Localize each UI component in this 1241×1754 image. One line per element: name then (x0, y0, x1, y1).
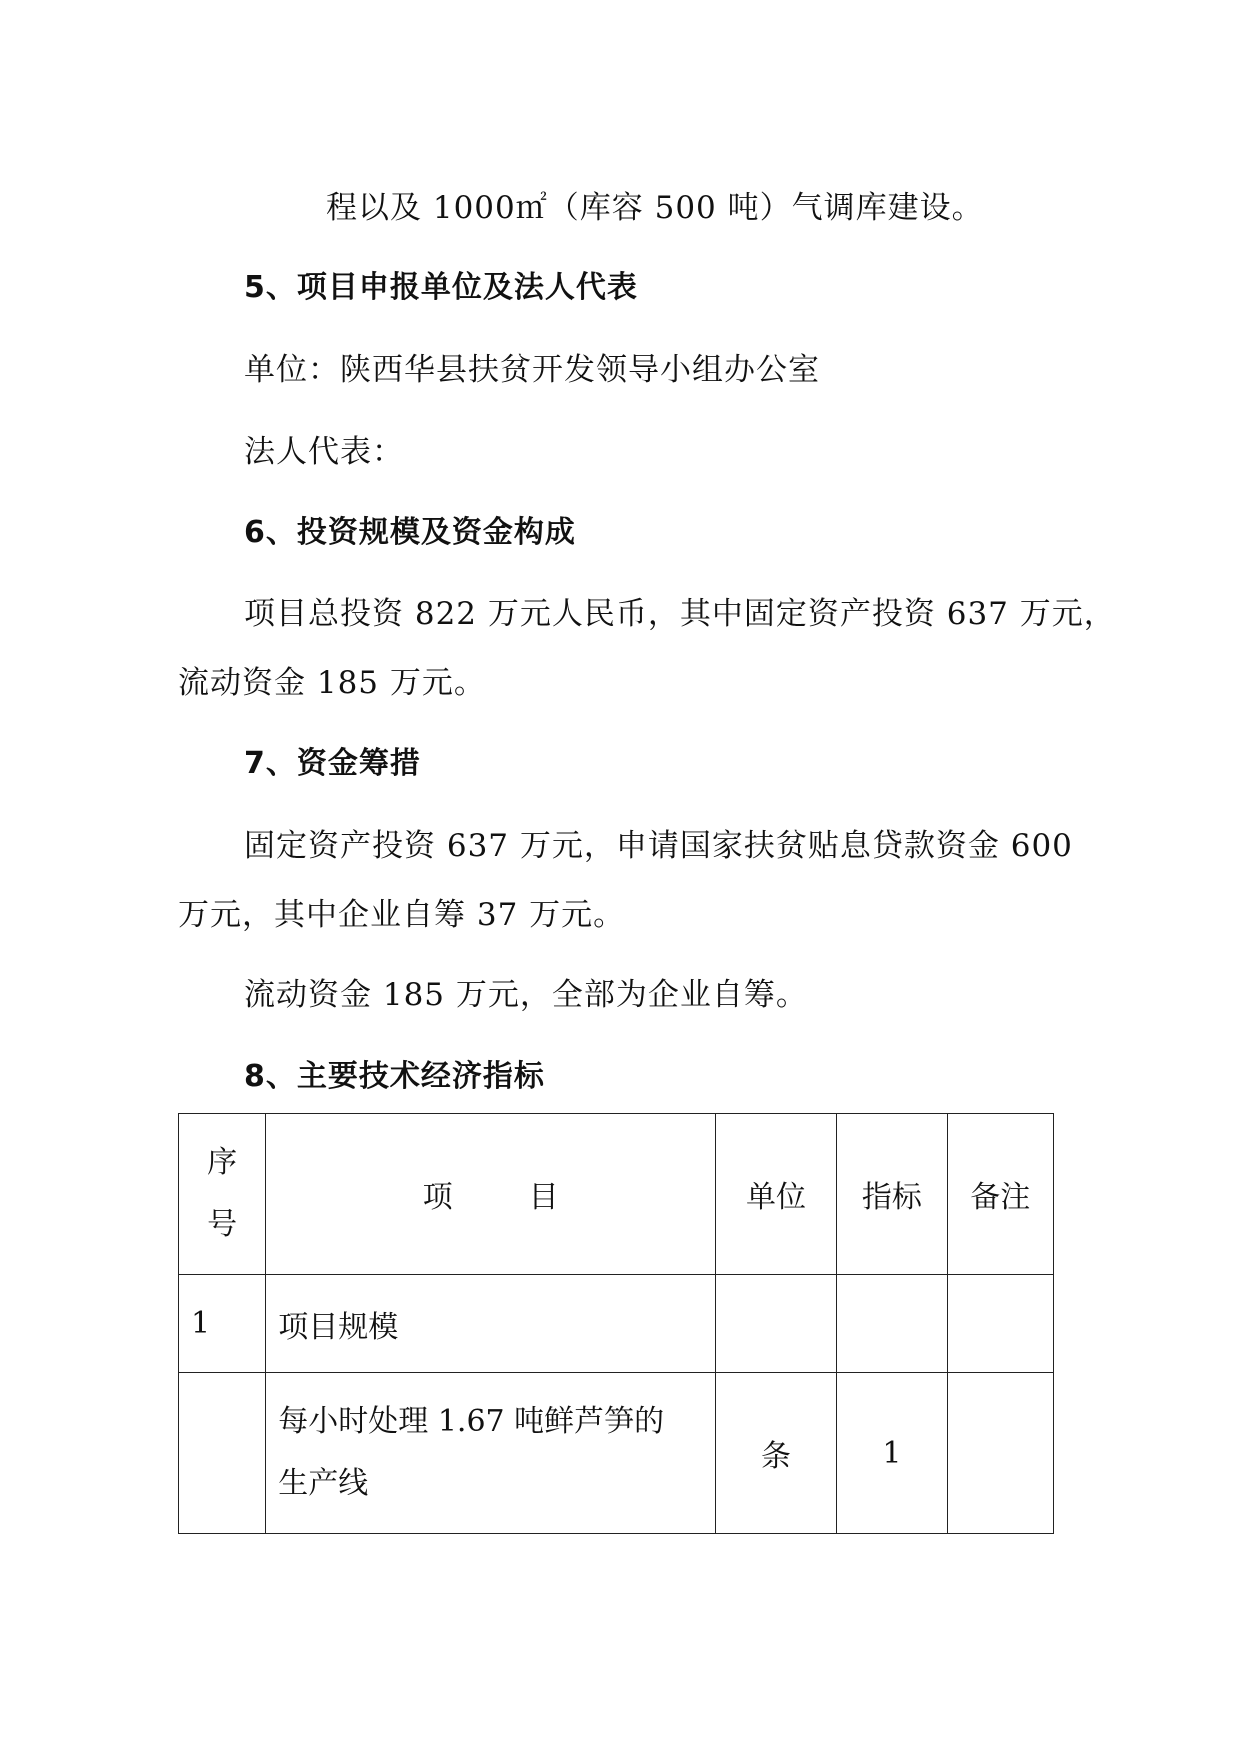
working-capital-line: 流动资金 185 万元，全部为企业自筹。 (244, 977, 808, 1013)
row-indicator: 1 (837, 1373, 947, 1534)
section-heading-7: 7、资金筹措 (244, 746, 421, 781)
row-indicator (837, 1275, 947, 1373)
indicators-table (178, 1113, 1054, 1534)
header-unit: 单位 (715, 1114, 836, 1275)
header-item-char-2: 目 (528, 1180, 559, 1215)
header-item-char-1: 项 (422, 1180, 453, 1215)
applicant-unit-line: 单位：陕西华县扶贫开发领导小组办公室 (244, 352, 820, 388)
table-header-row (179, 1114, 1054, 1275)
row-item-line-2: 生产线 (278, 1466, 369, 1501)
row-item (266, 1373, 716, 1534)
header-note: 备注 (947, 1114, 1053, 1275)
row-item-line-1: 每小时处理 1.67 吨鲜芦笋的 (278, 1404, 665, 1439)
section-heading-8: 8、主要技术经济指标 (244, 1059, 545, 1094)
row-unit: 条 (715, 1373, 836, 1534)
row-seq (179, 1373, 266, 1534)
row-seq: 1 (179, 1275, 266, 1373)
investment-paragraph-line-1: 项目总投资 822 万元人民币，其中固定资产投资 637 万元， (244, 596, 1116, 632)
row-unit (715, 1275, 836, 1373)
header-indicator: 指标 (837, 1114, 947, 1275)
row-item: 项目规模 (266, 1275, 716, 1373)
funding-paragraph-line-1: 固定资产投资 637 万元，申请国家扶贫贴息贷款资金 600 (244, 828, 1073, 864)
funding-paragraph-line-2: 万元，其中企业自筹 37 万元。 (178, 897, 626, 933)
row-note (947, 1373, 1053, 1534)
header-seq-line-2: 号 (207, 1207, 238, 1242)
header-seq-line-1: 序 (207, 1145, 238, 1180)
header-seq (179, 1114, 266, 1275)
header-item (266, 1114, 716, 1275)
investment-paragraph-line-2: 流动资金 185 万元。 (178, 665, 486, 701)
table-row (179, 1373, 1054, 1534)
paragraph-continuation: 程以及 1000㎡（库容 500 吨）气调库建设。 (326, 190, 984, 226)
legal-representative-line: 法人代表： (244, 434, 404, 470)
row-note (947, 1275, 1053, 1373)
table-row (179, 1275, 1054, 1373)
section-heading-5: 5、项目申报单位及法人代表 (244, 270, 638, 305)
section-heading-6: 6、投资规模及资金构成 (244, 515, 576, 550)
